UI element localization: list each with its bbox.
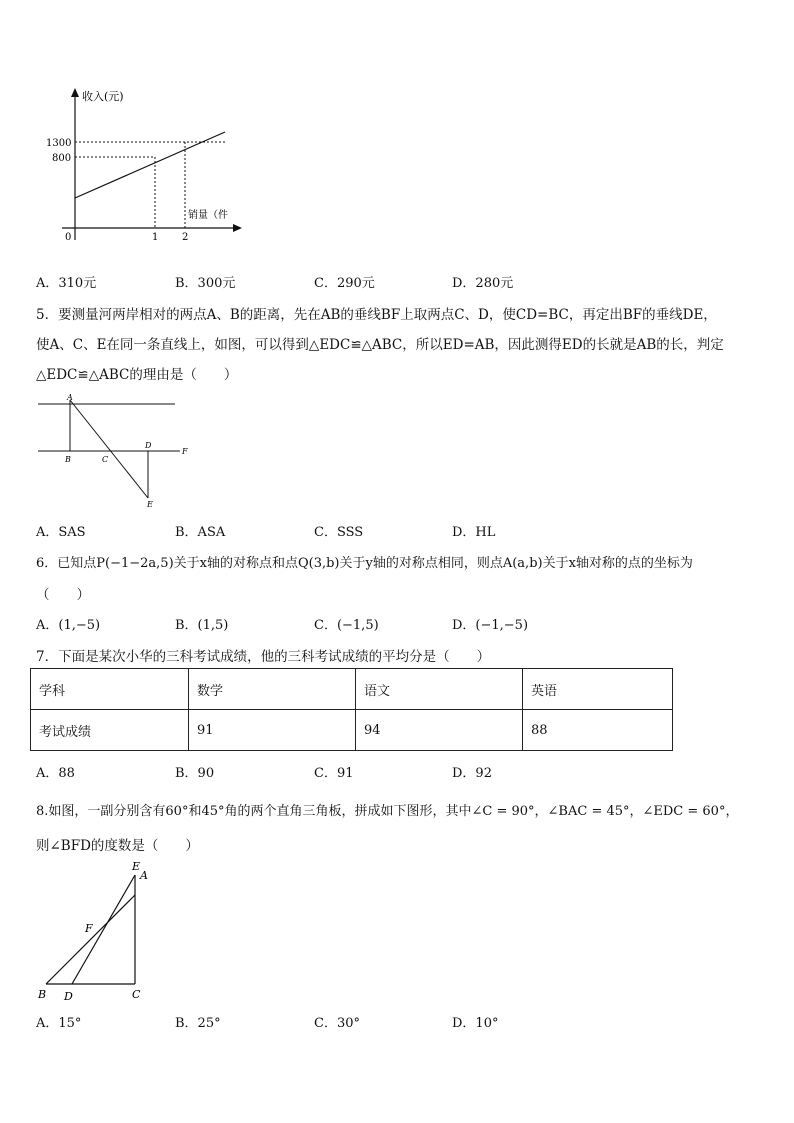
label-e: E bbox=[147, 500, 153, 509]
q7-option-c: C．91 bbox=[314, 766, 354, 781]
y-tick-800: 800 bbox=[52, 153, 72, 164]
table-cell: 学科 bbox=[31, 669, 189, 710]
scores-table bbox=[30, 668, 673, 751]
q8-text-line2: 则∠BFD的度数是（ ） bbox=[36, 838, 199, 854]
x-tick-1: 1 bbox=[152, 232, 159, 243]
q4-option-d: D．280元 bbox=[452, 276, 514, 291]
label-f: F bbox=[182, 447, 188, 456]
label-b: B bbox=[65, 455, 71, 464]
river-figure bbox=[30, 392, 200, 512]
q8-option-c: C．30° bbox=[314, 1016, 360, 1031]
label-c: C bbox=[132, 988, 141, 1001]
q7-text-line1: 7．下面是某次小华的三科考试成绩，他的三科考试成绩的平均分是（ ） bbox=[36, 649, 491, 665]
q4-option-c: C．290元 bbox=[314, 276, 375, 291]
q6-option-d: D．(−1,−5) bbox=[452, 618, 529, 633]
q7-option-d: D．92 bbox=[452, 766, 492, 781]
q8-text-line1: 8.如图，一副分别含有60°和45°角的两个直角三角板，拼成如下图形，其中∠C = 90°，∠BAC = 45°，∠EDC = 60°， bbox=[36, 804, 739, 819]
q6-option-a: A．(1,−5) bbox=[36, 618, 101, 633]
label-b: B bbox=[38, 988, 47, 1001]
y-axis-label: 收入(元) bbox=[82, 90, 124, 103]
q6-text-line2: （ ） bbox=[36, 587, 90, 603]
q5-option-a: A．SAS bbox=[36, 525, 86, 540]
q7-option-b: B．90 bbox=[175, 766, 215, 781]
q5-text-line3: △EDC≌△ABC的理由是（ ） bbox=[36, 367, 238, 383]
x-axis-label: 销量（件 bbox=[188, 210, 228, 221]
q6-option-b: B．(1,5) bbox=[175, 618, 229, 633]
table-cell: 数学 bbox=[189, 669, 356, 710]
table-cell: 88 bbox=[523, 710, 673, 751]
q8-option-d: D．10° bbox=[452, 1016, 499, 1031]
q4-option-a: A．310元 bbox=[36, 276, 97, 291]
label-a: A bbox=[140, 869, 148, 882]
q5-option-d: D．HL bbox=[452, 525, 496, 540]
q4-option-b: B．300元 bbox=[175, 276, 236, 291]
table-row bbox=[31, 710, 673, 751]
label-c: C bbox=[102, 455, 109, 464]
q5-text-line1: 5．要测量河两岸相对的两点A、B的距离，先在AB的垂线BF上取两点C、D，使CD=BC，再定出BF的垂线DE， bbox=[36, 307, 717, 323]
y-tick-1300: 1300 bbox=[46, 138, 72, 149]
table-cell: 94 bbox=[356, 710, 523, 751]
q8-option-a: A．15° bbox=[36, 1016, 82, 1031]
x-tick-2: 2 bbox=[182, 232, 189, 243]
q6-text-line1: 6．已知点P(−1−2a,5)关于x轴的对称点和点Q(3,b)关于y轴的对称点相同，则点A(a,b)关于x轴对称的点的坐标为 bbox=[36, 556, 693, 571]
q5-text-line2: 使A、C、E在同一条直线上，如图，可以得到△EDC≌△ABC，所以ED=AB，因此测得ED的长就是AB的长，判定 bbox=[36, 337, 724, 353]
table-cell: 91 bbox=[189, 710, 356, 751]
q8-option-b: B．25° bbox=[175, 1016, 221, 1031]
label-d: D bbox=[145, 441, 152, 450]
q5-option-c: C．SSS bbox=[314, 525, 364, 540]
q5-option-b: B．ASA bbox=[175, 525, 226, 540]
table-cell: 语文 bbox=[356, 669, 523, 710]
label-f: F bbox=[85, 922, 93, 935]
table-header-row bbox=[31, 669, 673, 710]
q6-option-c: C．(−1,5) bbox=[314, 618, 379, 633]
table-cell: 考试成绩 bbox=[31, 710, 189, 751]
income-sales-graph bbox=[40, 80, 260, 250]
origin-label: 0 bbox=[65, 232, 72, 243]
q7-option-a: A．88 bbox=[36, 766, 75, 781]
triangles-figure bbox=[30, 855, 170, 1010]
label-a: A bbox=[67, 393, 73, 402]
table-cell: 英语 bbox=[523, 669, 673, 710]
label-e: E bbox=[132, 860, 141, 873]
label-d: D bbox=[64, 990, 73, 1003]
